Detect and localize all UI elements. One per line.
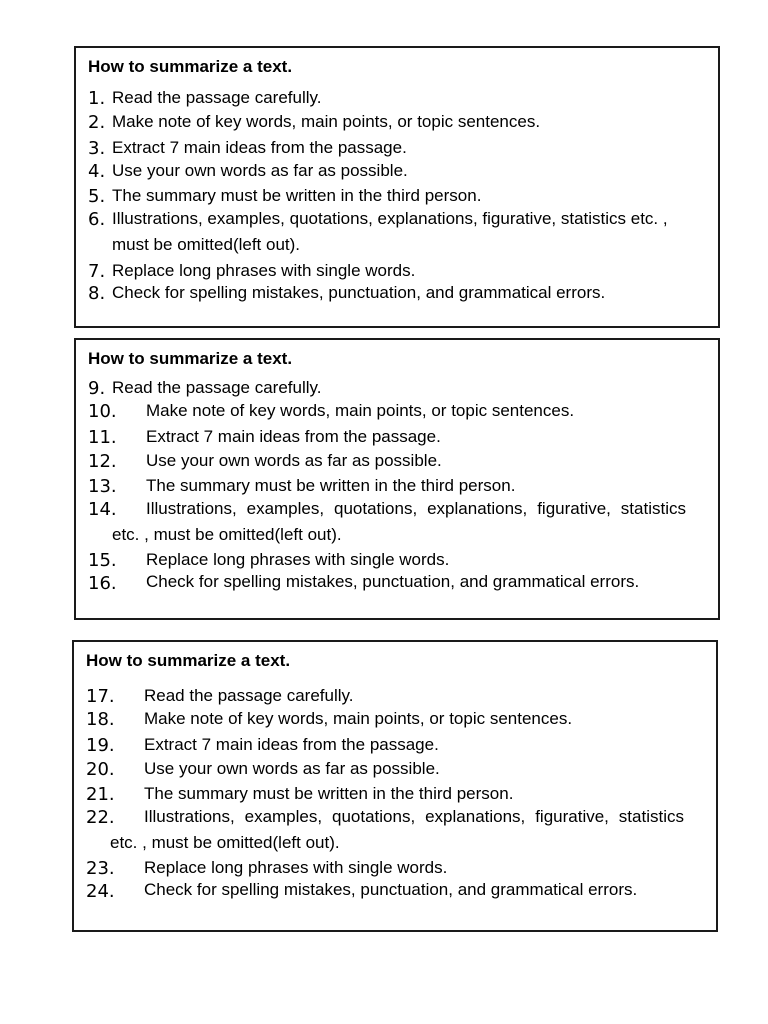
item-text: Use your own words as far as possible.: [146, 451, 442, 470]
box-title: How to summarize a text.: [88, 57, 293, 76]
item-text: Check for spelling mistakes, punctuation, and grammatical errors.: [146, 572, 640, 591]
item-text: Make note of key words, main points, or topic sentences.: [146, 401, 575, 420]
list-item: [88, 88, 686, 108]
item-number: 16.: [88, 573, 117, 594]
item-text: The summary must be written in the third person.: [112, 186, 482, 205]
item-text: Replace long phrases with single words.: [144, 858, 448, 877]
item-number: 13.: [88, 476, 117, 497]
list-item: [88, 427, 686, 447]
item-number: 18.: [86, 709, 115, 730]
list-item: [88, 496, 686, 548]
item-number: 12.: [88, 451, 117, 472]
item-text: Make note of key words, main points, or topic sentences.: [112, 112, 541, 131]
item-text: Make note of key words, main points, or topic sentences.: [144, 709, 573, 728]
item-text: Replace long phrases with single words.: [146, 550, 450, 569]
item-number: 4.: [88, 161, 106, 182]
list-item: [86, 804, 684, 856]
item-number: 3.: [88, 138, 106, 159]
box-title: How to summarize a text.: [88, 349, 293, 368]
item-number: 6.: [88, 209, 106, 230]
list-item: [88, 283, 686, 303]
item-number: 1.: [88, 88, 106, 109]
instruction-box-3: [72, 640, 718, 932]
item-number: 19.: [86, 735, 115, 756]
list-item: [86, 880, 684, 902]
item-number: 11.: [88, 427, 117, 448]
item-text: Extract 7 main ideas from the passage.: [112, 138, 407, 157]
list-item: [88, 451, 686, 471]
item-text: Check for spelling mistakes, punctuation, and grammatical errors.: [112, 283, 606, 302]
item-number: 24.: [86, 881, 115, 902]
item-number: 20.: [86, 759, 115, 780]
list-item: [86, 709, 684, 729]
box-title: How to summarize a text.: [86, 651, 291, 670]
list-item: [86, 686, 684, 706]
item-text: Illustrations, examples, quotations, explanations, figurative, statistics etc. , must be omitted(left out).: [112, 209, 668, 254]
item-text: Read the passage carefully.: [112, 88, 322, 107]
list-item: [88, 206, 686, 258]
item-text: Check for spelling mistakes, punctuation, and grammatical errors.: [144, 880, 638, 899]
list-item: [86, 784, 684, 804]
list-item: [88, 112, 686, 132]
item-number: 7.: [88, 261, 106, 282]
item-number: 10.: [88, 401, 117, 422]
item-number: 15.: [88, 550, 117, 571]
list-item: [86, 735, 684, 755]
item-text: Illustrations, examples, quotations, explanations, figurative, statistics etc. , must be omitted(left out).: [112, 499, 686, 544]
item-number: 23.: [86, 858, 115, 879]
item-text: Read the passage carefully.: [112, 378, 322, 397]
item-text: The summary must be written in the third person.: [144, 784, 514, 803]
item-number: 17.: [86, 686, 115, 707]
list-item: [88, 161, 686, 181]
list-item: [88, 550, 686, 570]
list-item: [86, 759, 684, 779]
item-text: Illustrations, examples, quotations, explanations, figurative, statistics etc. , must be omitted(left out).: [110, 807, 684, 852]
list-item: [88, 572, 686, 594]
item-number: 5.: [88, 186, 106, 207]
list-item: [88, 378, 686, 398]
item-number: 9.: [88, 378, 106, 399]
item-number: 22.: [86, 807, 115, 828]
item-text: Extract 7 main ideas from the passage.: [144, 735, 439, 754]
item-text: Replace long phrases with single words.: [112, 261, 416, 280]
item-number: 21.: [86, 784, 115, 805]
list-item: [88, 261, 686, 281]
item-number: 8.: [88, 283, 106, 304]
list-item: [88, 476, 686, 496]
list-item: [86, 858, 684, 878]
item-text: Use your own words as far as possible.: [112, 161, 408, 180]
list-item: [88, 401, 686, 421]
list-item: [88, 186, 686, 206]
item-text: Extract 7 main ideas from the passage.: [146, 427, 441, 446]
item-text: Read the passage carefully.: [144, 686, 354, 705]
item-text: Use your own words as far as possible.: [144, 759, 440, 778]
item-text: The summary must be written in the third person.: [146, 476, 516, 495]
list-item: [88, 138, 686, 158]
instruction-box-1: [74, 46, 720, 328]
instruction-box-2: [74, 338, 720, 620]
item-number: 14.: [88, 499, 117, 520]
item-number: 2.: [88, 112, 106, 133]
